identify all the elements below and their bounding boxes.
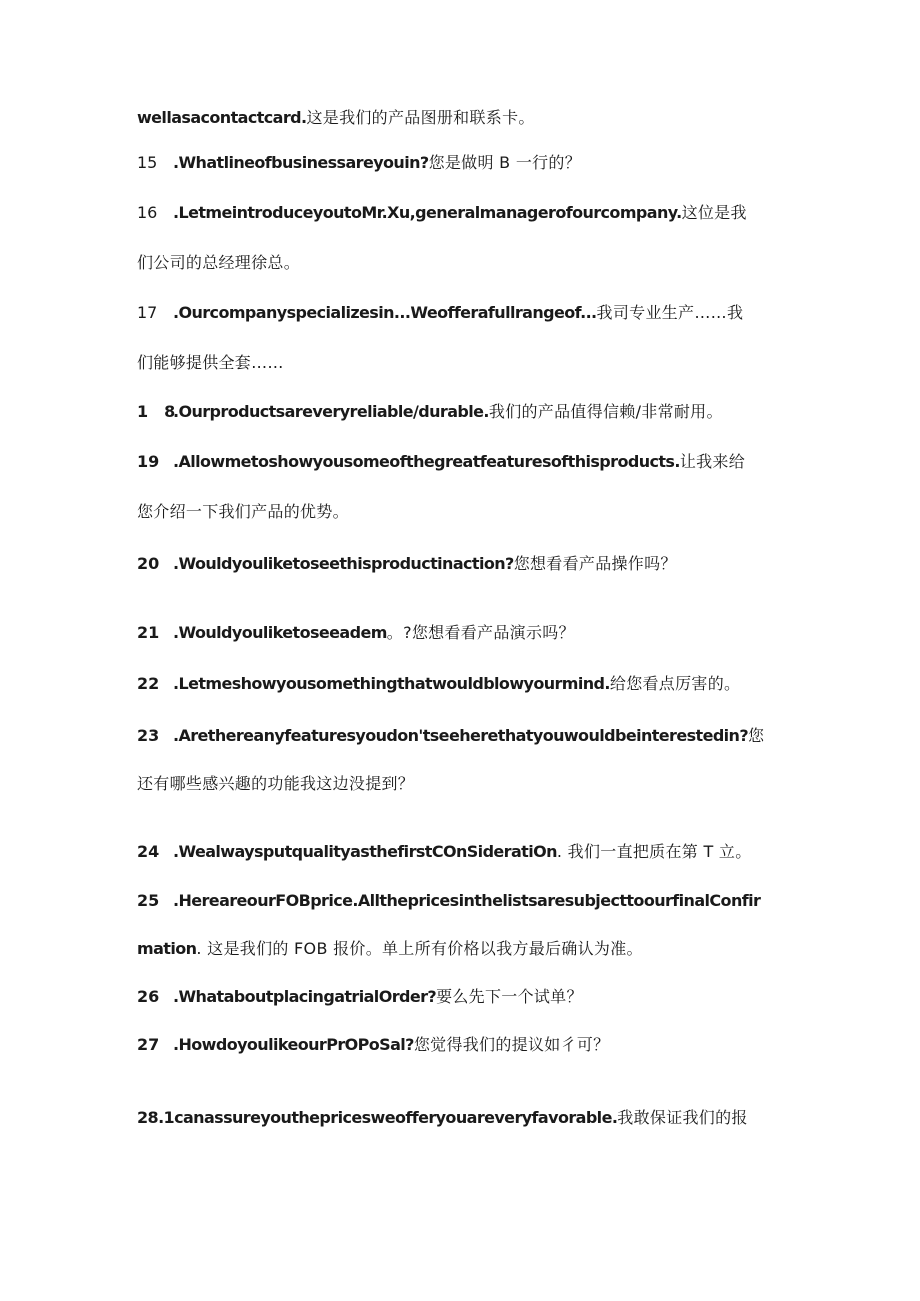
chinese-text: . 这是我们的 FOB 报价。单上所有价格以我方最后确认为准。 [196,939,643,958]
item-number: 15 [137,153,158,172]
english-text: .WealwaysputqualityasthefirstCOnSideratiOn [173,842,557,861]
text-line [137,106,797,130]
english-text: .HowdoyoulikeourPrOPoSal? [173,1035,414,1054]
chinese-text: 们公司的总经理徐总。 [137,253,301,272]
chinese-text: 您是做明 B 一行的？ [428,153,582,172]
text-line [137,672,797,696]
chinese-text: 我司专业生产……我 [596,303,744,322]
text-line [137,301,797,325]
item-number: 20 [137,554,160,573]
item-number: 25 [137,891,160,910]
item-number: 1 8 [137,402,176,421]
english-text: 28.1canassureyouthepricesweofferyouareveryfavorable. [137,1108,618,1127]
item-number: 23 [137,726,160,745]
chinese-text: 您觉得我们的提议如彳可？ [413,1035,610,1054]
item-number: 19 [137,452,160,471]
text-line [137,251,797,275]
english-text: .Ourproductsareveryreliable/durable. [173,402,489,421]
english-text: mation [137,939,197,958]
item-number: 16 [137,203,158,222]
english-text: .Arethereanyfeaturesyoudon'tseeherethatyouwouldbeinterestedin? [173,726,749,745]
text-line [137,840,797,864]
english-text: .HereareourFOBprice.AllthepricesinthelistsaresubjecttoourfinalConfir [173,891,761,910]
text-line [137,1033,797,1057]
item-number: 17 [137,303,158,322]
text-line [137,724,797,748]
text-line [137,772,797,796]
english-text: .LetmeintroduceyoutoMr.Xu,generalmanagerofourcompany. [173,203,682,222]
chinese-text: 。?您想看看产品演示吗？ [386,623,575,642]
english-text: .Letmeshowyousomethingthatwouldblowyourmind. [173,674,610,693]
text-line [137,400,797,424]
english-text: .Whatlineofbusinessareyouin? [173,153,429,172]
item-number: 24 [137,842,160,861]
chinese-text: 您介绍一下我们产品的优势。 [137,502,349,521]
text-line [137,937,797,961]
chinese-text: 还有哪些感兴趣的功能我这边没提到？ [137,774,415,793]
text-line [137,201,797,225]
text-line [137,450,797,474]
text-line [137,985,797,1009]
chinese-text: 给您看点厉害的。 [609,674,741,693]
chinese-text: 我敢保证我们的报 [617,1108,748,1127]
chinese-text: 您 [748,726,765,745]
chinese-text: 让我来给 [679,452,746,471]
text-line [137,500,797,524]
chinese-text: 我们的产品值得信赖/非常耐用。 [488,402,723,421]
chinese-text: 们能够提供全套…… [137,353,284,372]
chinese-text: . 我们一直把质在第 T 立。 [556,842,752,861]
english-text: wellasacontactcard. [137,108,307,127]
english-text: .Ourcompanyspecializesin...Weofferafullrangeof... [173,303,597,322]
chinese-text: 要么先下一个试单？ [436,987,583,1006]
text-line [137,889,797,913]
item-number: 21 [137,623,160,642]
item-number: 22 [137,674,160,693]
chinese-text: 您想看看产品操作吗？ [513,554,677,573]
english-text: .WhataboutplacingatrialOrder? [173,987,437,1006]
text-line [137,151,797,175]
text-line [137,621,797,645]
chinese-text: 这位是我 [681,203,747,222]
item-number: 26 [137,987,160,1006]
english-text: .Wouldyouliketoseeadem [173,623,387,642]
english-text: .Wouldyouliketoseethisproductinaction? [173,554,514,573]
english-text: .Allowmetoshowyousomeofthegreatfeaturesofthisproducts. [173,452,680,471]
item-number: 27 [137,1035,160,1054]
text-line [137,552,797,576]
text-line [137,351,797,375]
text-line [137,1106,797,1130]
chinese-text: 这是我们的产品图册和联系卡。 [306,108,535,127]
